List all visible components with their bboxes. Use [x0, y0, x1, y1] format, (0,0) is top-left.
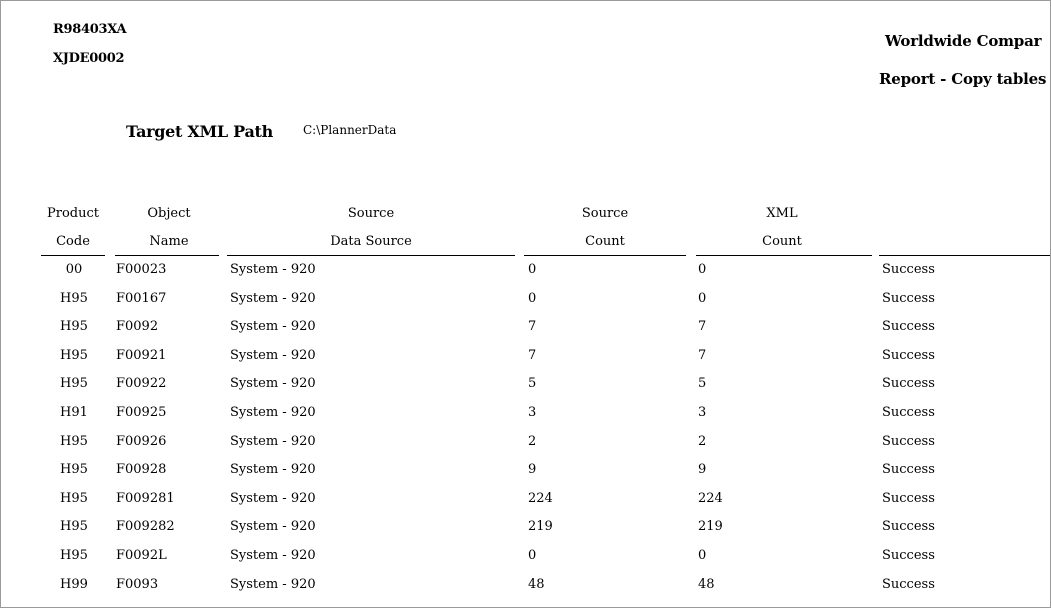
status-cell: Success [882, 405, 935, 420]
status-cell: Success [882, 262, 935, 277]
xml-count-cell: 7 [698, 319, 707, 334]
object-name-cell: F00928 [116, 462, 167, 477]
header-source-count-line1: Source [581, 206, 629, 221]
target-xml-path-label: Target XML Path [126, 122, 273, 141]
product-code-cell: 00 [65, 262, 83, 277]
source-count-cell: 0 [528, 291, 537, 306]
header-product-code-line2: Code [56, 234, 90, 249]
product-code-cell: H95 [60, 519, 88, 534]
object-name-cell: F0092L [116, 548, 167, 563]
source-count-cell: 7 [528, 319, 537, 334]
company-name: Worldwide Compar [885, 32, 1042, 50]
object-name-cell: F00925 [116, 405, 167, 420]
object-name-cell: F009281 [116, 491, 175, 506]
version-id: XJDE0002 [53, 51, 125, 66]
xml-count-cell: 0 [698, 262, 707, 277]
status-cell: Success [882, 348, 935, 363]
source-count-cell: 224 [528, 491, 553, 506]
source-count-cell: 3 [528, 405, 537, 420]
header-object-name-line1: Object [147, 206, 191, 221]
report-id: R98403XA [53, 22, 127, 37]
source-count-cell: 0 [528, 262, 537, 277]
source-data-source-cell: System - 920 [230, 291, 316, 306]
source-data-source-cell: System - 920 [230, 577, 316, 592]
object-name-cell: F00922 [116, 376, 167, 391]
source-data-source-cell: System - 920 [230, 376, 316, 391]
header-product-code-line1: Product [47, 206, 99, 221]
report-title: Report - Copy tables [879, 70, 1047, 88]
xml-count-cell: 3 [698, 405, 707, 420]
object-name-cell: F00921 [116, 348, 167, 363]
object-name-cell: F00167 [116, 291, 167, 306]
status-cell: Success [882, 291, 935, 306]
source-count-cell: 48 [528, 577, 545, 592]
xml-count-cell: 0 [698, 291, 707, 306]
report-table-body [1, 1, 1050, 607]
product-code-cell: H95 [60, 376, 88, 391]
source-count-cell: 5 [528, 376, 537, 391]
source-data-source-cell: System - 920 [230, 434, 316, 449]
source-count-cell: 7 [528, 348, 537, 363]
status-cell: Success [882, 319, 935, 334]
source-count-cell: 9 [528, 462, 537, 477]
status-cell: Success [882, 577, 935, 592]
xml-count-cell: 219 [698, 519, 723, 534]
header-source-count-line2: Count [585, 234, 625, 249]
source-data-source-cell: System - 920 [230, 348, 316, 363]
product-code-cell: H95 [60, 548, 88, 563]
source-data-source-cell: System - 920 [230, 491, 316, 506]
product-code-cell: H95 [60, 348, 88, 363]
header-source-data-source-line2: Data Source [330, 234, 412, 249]
status-cell: Success [882, 434, 935, 449]
status-cell: Success [882, 519, 935, 534]
xml-count-cell: 9 [698, 462, 707, 477]
status-cell: Success [882, 548, 935, 563]
object-name-cell: F0093 [116, 577, 159, 592]
xml-count-cell: 224 [698, 491, 723, 506]
header-source-data-source-line1: Source [347, 206, 395, 221]
source-count-cell: 0 [528, 548, 537, 563]
product-code-cell: H95 [60, 491, 88, 506]
xml-count-cell: 0 [698, 548, 707, 563]
source-data-source-cell: System - 920 [230, 548, 316, 563]
xml-count-cell: 7 [698, 348, 707, 363]
target-xml-path-value: C:\PlannerData [303, 123, 397, 137]
source-data-source-cell: System - 920 [230, 262, 316, 277]
object-name-cell: F0092 [116, 319, 159, 334]
xml-count-cell: 2 [698, 434, 707, 449]
object-name-cell: F009282 [116, 519, 175, 534]
status-cell: Success [882, 462, 935, 477]
status-cell: Success [882, 376, 935, 391]
xml-count-cell: 48 [698, 577, 715, 592]
header-xml-count-line1: XML [766, 206, 798, 221]
status-cell: Success [882, 491, 935, 506]
source-count-cell: 2 [528, 434, 537, 449]
header-object-name-line2: Name [149, 234, 189, 249]
product-code-cell: H95 [60, 462, 88, 477]
xml-count-cell: 5 [698, 376, 707, 391]
source-data-source-cell: System - 920 [230, 319, 316, 334]
header-xml-count-line2: Count [762, 234, 802, 249]
product-code-cell: H91 [60, 405, 88, 420]
product-code-cell: H95 [60, 434, 88, 449]
object-name-cell: F00023 [116, 262, 167, 277]
object-name-cell: F00926 [116, 434, 167, 449]
product-code-cell: H95 [60, 291, 88, 306]
source-data-source-cell: System - 920 [230, 519, 316, 534]
product-code-cell: H95 [60, 319, 88, 334]
source-data-source-cell: System - 920 [230, 405, 316, 420]
source-count-cell: 219 [528, 519, 553, 534]
product-code-cell: H99 [60, 577, 88, 592]
source-data-source-cell: System - 920 [230, 462, 316, 477]
